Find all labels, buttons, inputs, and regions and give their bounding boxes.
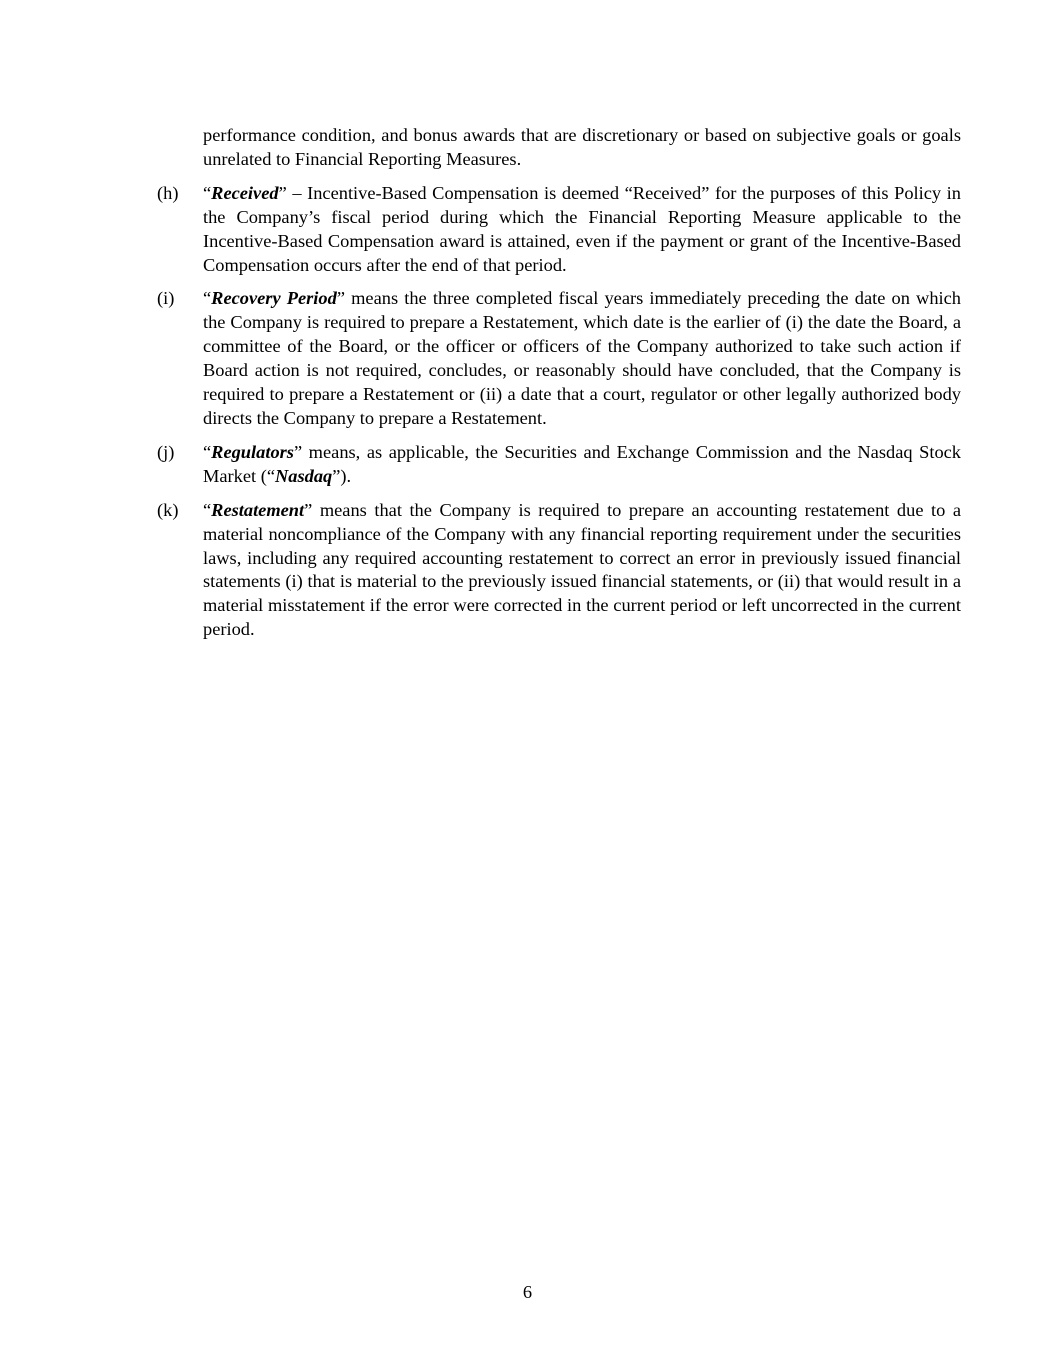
close-quote: ”	[304, 499, 313, 520]
defined-term: Regulators	[211, 441, 294, 462]
definition-body-end: ”).	[332, 465, 352, 486]
definition-body: means that the Company is required to prepare an accounting restatement due to a material noncompliance of the Company with any financial reporting requirement under the securities laws, including any required accounting restatement to correct an error in previously issued financial statements (i) that is material to the previously issued financial statements, or (ii) that would result in a material misstatement if the error were corrected in the current period or left uncorrected in the current period.	[203, 499, 961, 640]
item-label: (j)	[157, 441, 175, 462]
definition-text	[203, 182, 961, 278]
item-label: (i)	[157, 288, 175, 309]
definition-text	[203, 441, 961, 489]
open-quote: “	[203, 441, 212, 462]
defined-term: Recovery Period	[211, 288, 337, 309]
definition-restatement	[157, 499, 961, 642]
definition-text	[203, 499, 961, 642]
close-quote: ”	[293, 441, 303, 462]
defined-term: Restatement	[211, 499, 305, 520]
definition-regulators	[157, 441, 961, 489]
definition-body: means the three completed fiscal years immediately preceding the date on which the Company is required to prepare a Restatement, which date is the earlier of (i) the date the Board, a committee of the Board, or the officer or officers of the Company authorized to take such action if Board action is not required, concludes, or reasonably should have concluded, that the Company is required to prepare a Restatement or (ii) a date that a court, regulator or other legally authorized body directs the Company to prepare a Restatement.	[203, 288, 961, 428]
defined-term-nasdaq: Nasdaq	[275, 465, 333, 486]
open-quote: “	[203, 182, 212, 203]
item-label: (h)	[157, 182, 179, 203]
item-label: (k)	[157, 499, 179, 520]
close-quote: ”	[278, 182, 287, 203]
defined-term: Received	[211, 182, 279, 203]
page-number: 6	[522, 1282, 533, 1302]
definition-body: means, as applicable, the Securities and Exchange Commission and the Nasdaq Stock Market (“	[203, 441, 961, 486]
definition-body: – Incentive-Based Compensation is deemed “Received” for the purposes of this Policy in the Company’s fiscal period during which the Financial Reporting Measure applicable to the Incentive-Based Compensation award is attained, even if the payment or grant of the Incentive-Based Compensation occurs after the end of that period.	[203, 182, 961, 275]
document-body	[157, 124, 961, 652]
definition-text	[203, 287, 961, 430]
continued-paragraph: performance condition, and bonus awards that are discretionary or based on subjective goals or goals unrelated to Financial Reporting Measures.	[203, 125, 961, 169]
definition-recovery-period	[157, 287, 961, 430]
open-quote: “	[203, 499, 212, 520]
open-quote: “	[203, 288, 212, 309]
definition-received	[157, 182, 961, 278]
close-quote: ”	[336, 288, 345, 309]
